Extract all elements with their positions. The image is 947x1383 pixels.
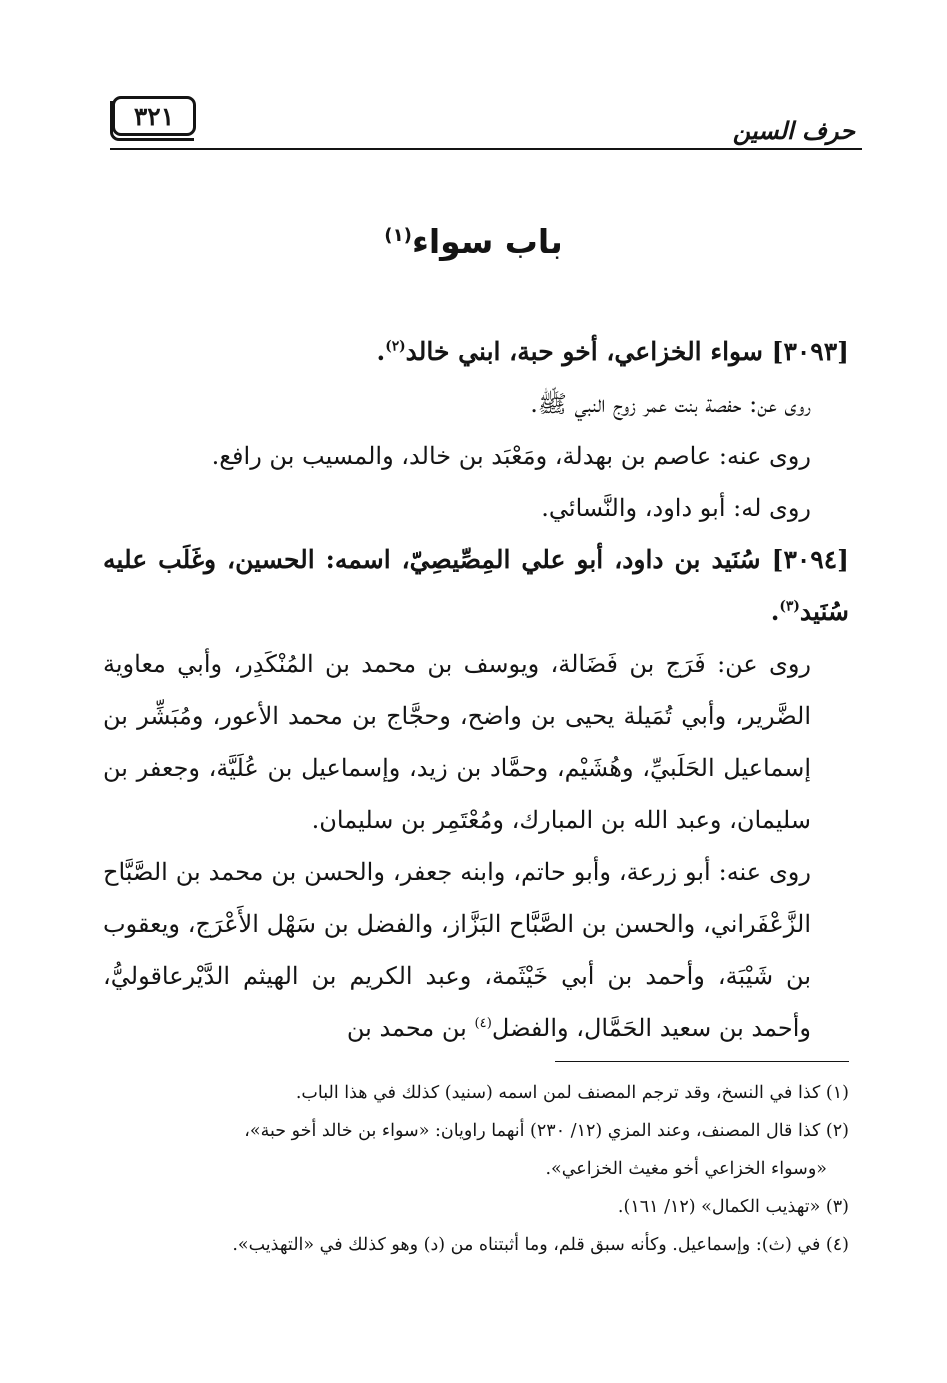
footnote-marker: (١) [384,225,412,246]
footnotes [103,1074,849,1264]
footnote-marker: (٢) [385,338,406,355]
footnote-4: (٤) في (ث): وإسماعيل. وكأنه سبق قلم، وما أثبتناه من (د) وهو كذلك في «التهذيب». [232,1235,849,1255]
entry-heading [103,326,849,378]
narrated-by: روى عنه: عاصم بن بهدلة، ومَعْبَد بن خالد، والمسيب بن رافع. [211,442,811,470]
page-number: ٣٢١ [112,96,196,136]
footnote-marker: (٣) [779,598,800,615]
narrated-by-text: روى عنه: أبو زرعة، وأبو حاتم، وابنه جعفر، والحسن بن محمد بن الصَّبَّاح الزَّعْفَراني، والحسن بن الصَّبَّاح البَزَّاز، والفضل بن سَهْل الأَعْرَج، ويعقوب بن شَيْبَة، وأحمد بن أبي خَيْثَمة، وعبد الكريم بن الهيثم الدَّيْرعاقوليُّ، وأحمد بن سعيد الحَمَّال، والفضل [103,858,812,1042]
running-header: حرف السين [732,116,855,145]
footnote-rule [555,1061,849,1062]
entry-heading-end: . [770,597,780,626]
footnote-2-continued: «وسواء الخزاعي أخو مغيث الخزاعي». [545,1159,827,1179]
narrated-from: روى عن: فَرَج بن فَضَالة، ويوسف بن محمد بن المُنْكَدِر، وأبي معاوية الضَّرير، وأبي تُمَيلة يحيى بن واضح، وحجَّاج بن محمد الأعور، ومُبَشِّر بن إسماعيل الحَلَبيِّ، وهُشَيْم، وحمَّاد بن زيد، وإسماعيل بن عُلَيَّة، وجعفر بن سليمان، وعبد الله بن المبارك، ومُعْتَمِر بن سليمان. [103,650,812,834]
narrated-for: روى له: أبو داود، والنَّسائي. [541,494,811,522]
narrated-by [103,846,849,1054]
entry-heading-text: [٣٠٩٣] سواء الخزاعي، أخو حبة، ابني خالد [405,337,849,366]
narrated-from: روى عن: حفصة بنت عمر زوج النبي ﷺ. [530,390,811,418]
entry-heading-end: . [376,337,386,366]
entry-heading-text: [٣٠٩٤] سُنَيد بن داود، أبو علي المِصِّيصِيّ، اسمه: الحسين، وغَلَب عليه سُنَيد [103,545,849,626]
footnote-1: (١) كذا في النسخ، وقد ترجم المصنف لمن اسمه (سنيد) كذلك في هذا الباب. [295,1083,849,1103]
chapter-title [0,222,947,261]
header-rule [110,148,862,150]
footnote-2: (٢) كذا قال المصنف، وعند المزي (١٢/ ٢٣٠) أنهما راويان: «سواء بن خالد أخو حبة»، [244,1121,849,1141]
entry-heading [103,534,849,638]
main-text [103,326,849,1054]
footnote-3: (٣) «تهذيب الكمال» (١٢/ ١٦١). [617,1197,849,1217]
chapter-title-text: باب سواء [411,222,563,261]
footnote-marker: (٤) [474,1016,492,1031]
narrated-by-text-end: بن محمد بن [346,1014,475,1042]
